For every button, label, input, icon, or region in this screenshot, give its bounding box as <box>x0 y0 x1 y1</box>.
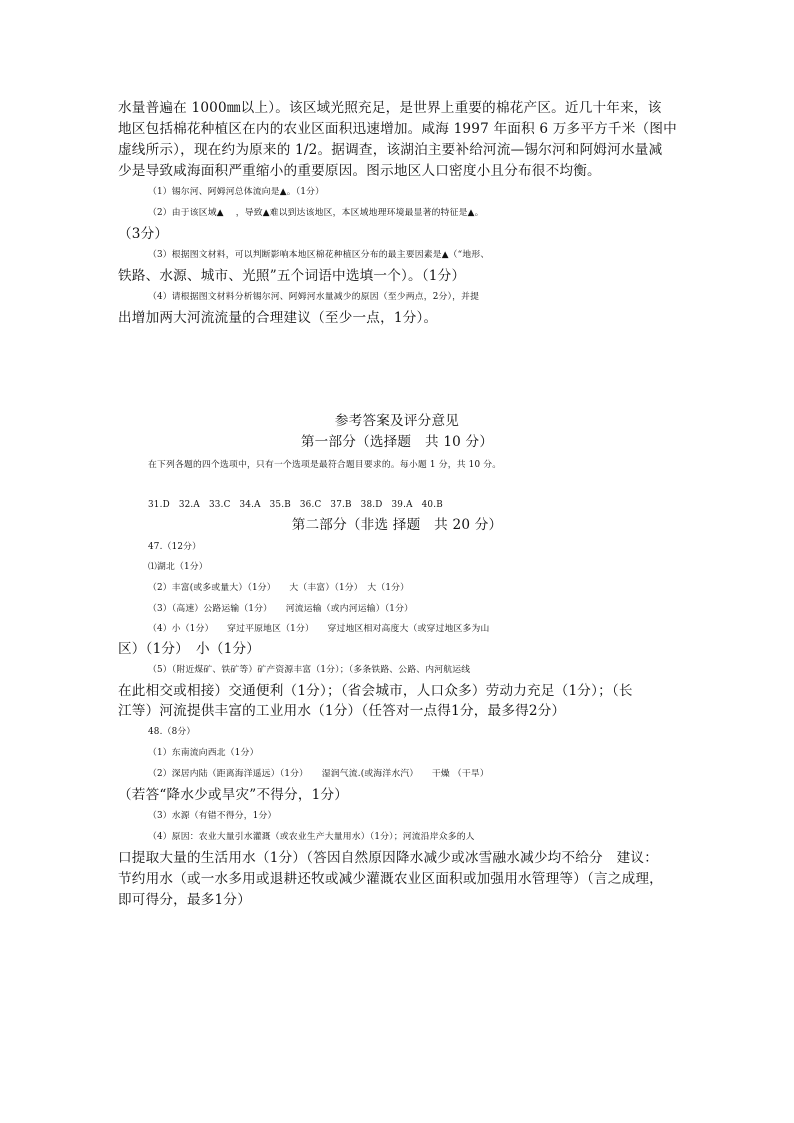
answer-line: 47.（12分） <box>148 542 202 552</box>
answer-line: 即可得分，最多1分） <box>118 892 251 908</box>
answer-line: （3）（高速）公路运输（1分） 河流运输（或内河运输）（1分） <box>148 604 414 614</box>
answer-line: 48.（8分） <box>148 727 196 737</box>
answer-line: 在此相交或相接）交通便利（1分）；（省会城市，人口众多）劳动力充足（1分）；（长 <box>118 683 633 699</box>
question-item-4: （4）请根据图文材料分析锡尔河、阿姆河水量减少的原因（至少两点，2分），并提 <box>148 292 480 302</box>
question-line: 地区包括棉花种植区在内的农业区面积迅速增加。咸海 1997 年面积 6 万多平方千米（图中 <box>118 121 677 137</box>
question-line: 少是导致咸海面积严重缩小的重要原因。图示地区人口密度小且分布很不均衡。 <box>118 163 601 179</box>
answer-line: （若答“降水少或旱灾”不得分，1分） <box>118 787 349 803</box>
answer-line: （4）小（1分） 穿过平原地区（1分） 穿过地区相对高度大（或穿过地区多为山 <box>148 624 490 634</box>
question-line: 虚线所示），现在约为原来的 1/2。据调查，该湖泊主要补给河流—锡尔河和阿姆河水量减 <box>118 142 663 158</box>
answer-line: 江等）河流提供丰富的工业用水（1分）（任答对一点得1分，最多得2分） <box>118 703 566 719</box>
part1-instruction: 在下列各题的四个选项中，只有一个选项是最符合题目要求的。每小题 1 分，共 10 分。 <box>148 460 502 470</box>
answer-line: （2）丰富(或多或量大）（1分） 大（丰富）（1分） 大（1分） <box>148 583 410 593</box>
answer-line: （2）深居内陆（距离海洋遥远）（1分） 湿润气流.(或海洋水汽） 干燥 （干旱） <box>148 769 489 779</box>
question-line: 出增加两大河流流量的合理建议（至少一点，1分）。 <box>118 310 438 326</box>
answers-title: 参考答案及评分意见 <box>334 413 460 429</box>
answer-line: （4）原因：农业大量引水灌溉（或农业生产大量用水）（1分）；河流沿岸众多的人 <box>148 832 475 842</box>
answer-line: 区）（1分） 小（1分） <box>118 641 261 657</box>
question-line: 水量普遍在 1000㎜以上）。该区域光照充足，是世界上重要的棉花产区。近几十年来，该 <box>118 100 662 116</box>
question-item-2: （2）由于该区域▲ ，导致▲难以到达该地区，本区域地理环境最显著的特征是▲。 <box>148 208 484 218</box>
question-item-3: （3）根据图文材料，可以判断影响本地区棉花种植区分布的最主要因素是▲（“地形、 <box>148 250 490 260</box>
answer-line: （1）东南流向西北（1分） <box>148 748 259 758</box>
question-line: 铁路、水源、城市、光照”五个词语中选填一个）。（1分） <box>118 268 466 284</box>
part1-title: 第一部分（选择题 共 10 分） <box>300 434 494 450</box>
answer-line: （3）水源（有错不得分，1分） <box>148 811 277 821</box>
answer-line: （5）（附近煤矿、铁矿等）矿产资源丰富（1分）；（多条铁路、公路、内河航运线 <box>148 665 471 675</box>
part2-title: 第二部分（非选 择题 共 20 分） <box>291 517 503 533</box>
answer-line: 节约用水（或一水多用或退耕还牧或减少灌溉农业区面积或加强用水管理等）（言之成理， <box>118 871 663 887</box>
answer-line: ⑴湖北（1分） <box>148 562 208 572</box>
question-line: （3分） <box>118 226 169 242</box>
answer-line: 口提取大量的生活用水（1分）（答因自然原因降水减少或冰雪融水减少均不给分 建议： <box>118 850 659 866</box>
part1-answer-key: 31.D 32.A 33.C 34.A 35.B 36.C 37.B 38.D 39.A 40.B <box>148 500 443 510</box>
question-item-1: （1）锡尔河、阿姆河总体流向是▲。（1分） <box>148 187 325 197</box>
